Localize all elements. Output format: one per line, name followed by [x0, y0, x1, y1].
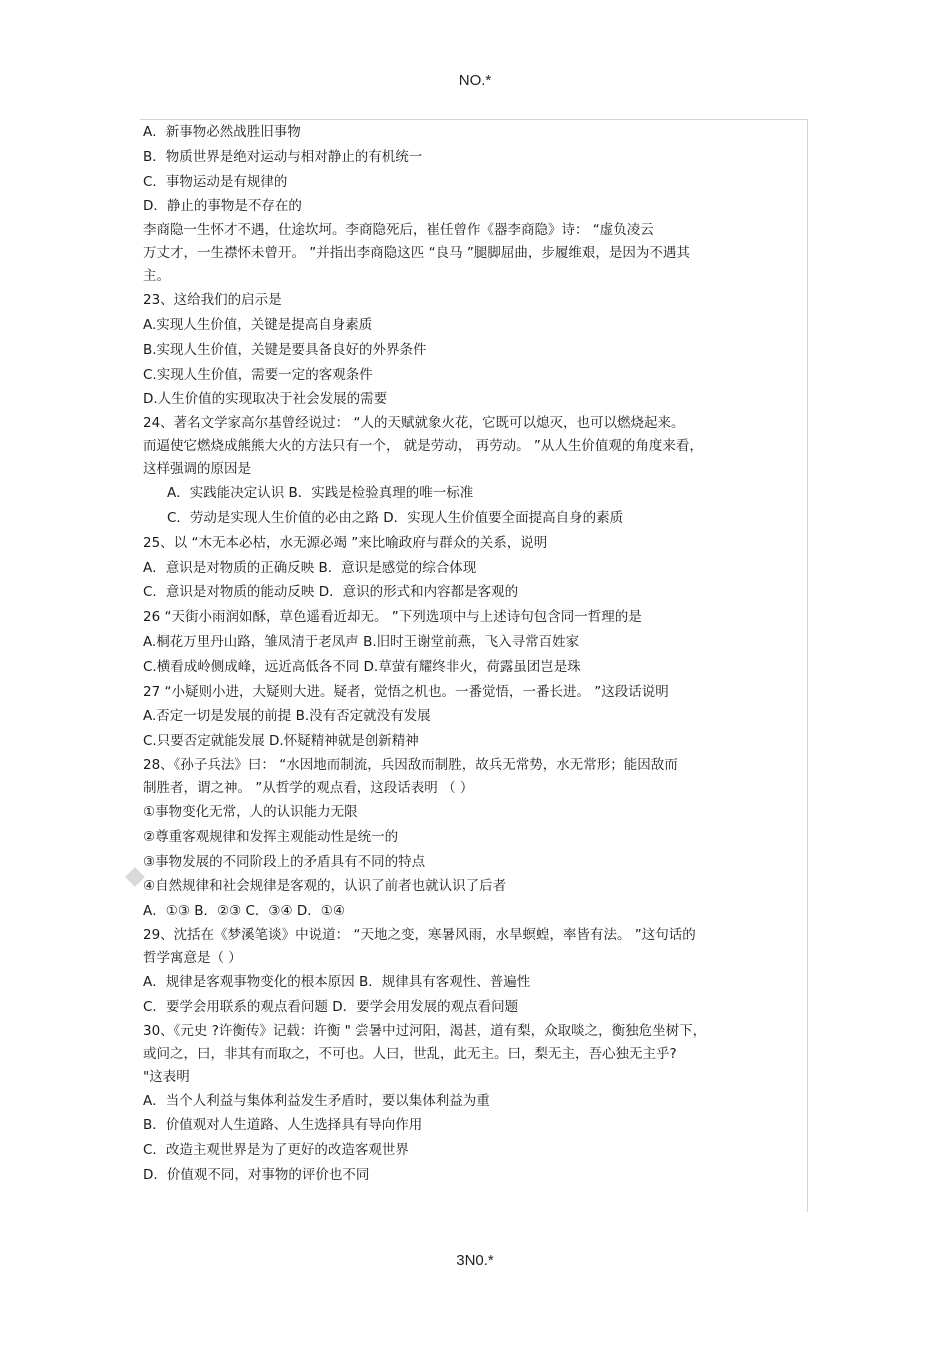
text-line: 25、以 “木无本必枯，水无源必竭 ”来比喻政府与群众的关系，说明: [143, 534, 548, 551]
text-line: "这表明: [143, 1068, 190, 1085]
text-line: C．劳动是实现人生价值的必由之路 D．实现人生价值要全面提高自身的素质: [167, 509, 624, 526]
text-line: 23、这给我们的启示是: [143, 292, 282, 309]
text-line: B.实现人生价值，关键是要具备良好的外界条件: [143, 341, 427, 358]
text-line: 制胜者，谓之神。 ”从哲学的观点看，这段话表明 （ ）: [143, 779, 474, 796]
text-line: 万丈才，一生襟怀未曾开。 ”并指出李商隐这匹 “良马 ”腿脚屈曲，步履维艰，是因为不遇其: [143, 245, 690, 262]
text-line: 30、《元史 ?许衡传》记载：许衡 " 尝暑中过河阳，渴甚，道有梨，众取啖之，衡独危坐树下，: [143, 1022, 707, 1039]
text-line: ④自然规律和社会规律是客观的，认识了前者也就认识了后者: [143, 878, 507, 895]
text-line: B．价值观对人生道路、人生选择具有导向作用: [143, 1117, 423, 1134]
text-line: B．物质世界是绝对运动与相对静止的有机统一: [143, 148, 423, 165]
text-line: 李商隐一生怀才不遇，仕途坎坷。李商隐死后，崔任曾作《器李商隐》诗： “虚负凌云: [143, 222, 654, 239]
text-line: A.桐花万里丹山路，雏凤清于老凤声 B.旧时王谢堂前燕，飞入寻常百姓家: [143, 633, 580, 650]
text-line: A．规律是客观事物变化的根本原因 B．规律具有客观性、普遍性: [143, 973, 531, 990]
text-line: D．价值观不同，对事物的评价也不同: [143, 1166, 370, 1183]
text-line: A．新事物必然战胜旧事物: [143, 124, 301, 140]
text-line: C．要学会用联系的观点看问题 D．要学会用发展的观点看问题: [143, 998, 519, 1015]
text-line: C．事物运动是有规律的: [143, 173, 288, 190]
text-line: 28、《孙子兵法》曰： “水因地而制流，兵因敌而制胜，故兵无常势，水无常形；能因敌而: [143, 756, 678, 773]
text-line: A.否定一切是发展的前提 B.没有否定就没有发展: [143, 708, 431, 725]
text-line: ③事物发展的不同阶段上的矛盾具有不同的特点: [143, 853, 426, 870]
text-line: 主。: [143, 268, 170, 285]
text-line: 29、沈括在《梦溪笔谈》中说道： “天地之变，寒暑风雨，水旱螟蝗，率皆有法。 ”这句话的: [143, 926, 696, 943]
text-line: C．改造主观世界是为了更好的改造客观世界: [143, 1142, 409, 1159]
text-line: ②尊重客观规律和发挥主观能动性是统一的: [143, 828, 399, 845]
text-line: D.人生价值的实现取决于社会发展的需要: [143, 391, 388, 408]
page-footer: 3N0.*: [456, 1252, 494, 1269]
text-line: A．实践能决定认识 B．实践是检验真理的唯一标准: [167, 485, 474, 502]
text-line: 26 “天街小雨润如酥，草色遥看近却无。 ”下列选项中与上述诗句包含同一哲理的是: [143, 609, 642, 626]
text-line: 这样强调的原因是: [143, 461, 251, 478]
text-line: D．静止的事物是不存在的: [143, 198, 302, 215]
text-line: 24、著名文学家高尔基曾经说过： “人的天赋就象火花，它既可以熄灭，也可以燃烧起来。: [143, 415, 685, 432]
question-text: [143, 120, 803, 1188]
text-line: C.横看成岭侧成峰，远近高低各不同 D.草萤有耀终非火，荷露虽团岂是珠: [143, 658, 581, 675]
text-line: C.实现人生价值，需要一定的客观条件: [143, 366, 373, 383]
text-line: 27 “小疑则小进，大疑则大进。疑者，觉悟之机也。一番觉悟，一番长进。 ”这段话说明: [143, 683, 669, 700]
text-line: A.实现人生价值，关键是提高自身素质: [143, 316, 373, 333]
text-line: A．意识是对物质的正确反映 B．意识是感觉的综合体现: [143, 559, 477, 576]
text-line: C.只要否定就能发展 D.怀疑精神就是创新精神: [143, 733, 419, 750]
page-header: NO.*: [458, 72, 492, 89]
text-line: ①事物变化无常，人的认识能力无限: [143, 803, 358, 820]
text-line: 哲学寓意是（ ）: [143, 949, 242, 966]
text-line: C．意识是对物质的能动反映 D．意识的形式和内容都是客观的: [143, 584, 519, 601]
text-line: A．当个人利益与集体利益发生矛盾时，要以集体利益为重: [143, 1092, 490, 1109]
text-line: 或问之，曰，非其有而取之，不可也。人曰，世乱，此无主。曰，梨无主，吾心独无主乎?: [143, 1045, 677, 1062]
text-line: A．①③ B．②③ C．③④ D．①④: [143, 903, 346, 920]
text-line: 而逼使它燃烧成熊熊大火的方法只有一个， 就是劳动， 再劳动。 ”从人生价值观的角度来看，: [143, 438, 703, 455]
